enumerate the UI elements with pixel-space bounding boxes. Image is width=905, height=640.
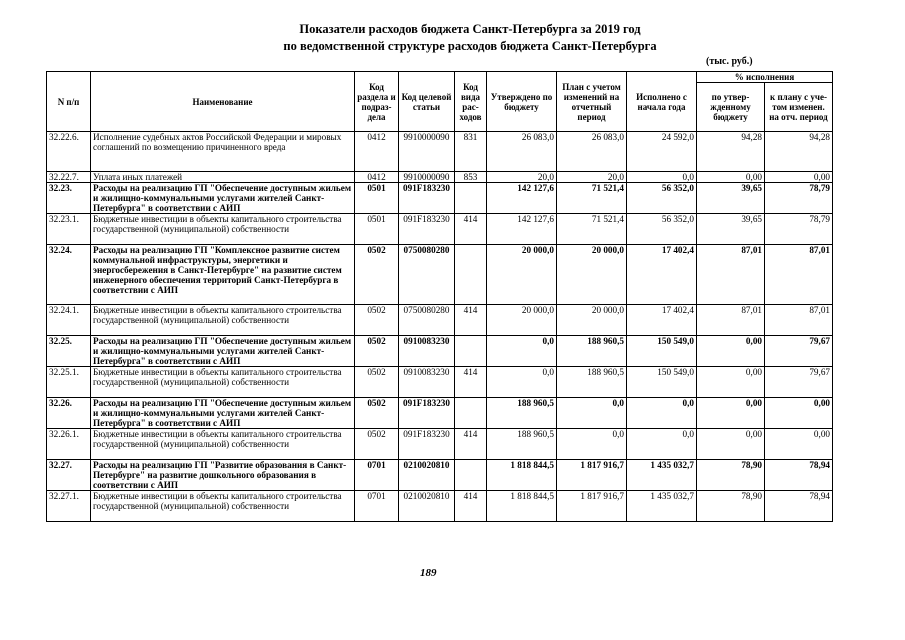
cell-executed: 0,0: [627, 398, 697, 429]
cell-approved: 1 818 844,5: [487, 491, 557, 522]
cell-executed: 0,0: [627, 172, 697, 183]
cell-name: Уплата иных платежей: [91, 172, 355, 183]
cell-expense-type-code: 853: [455, 172, 487, 183]
cell-approved: 20,0: [487, 172, 557, 183]
cell-executed: 24 592,0: [627, 132, 697, 172]
cell-executed: 1 435 032,7: [627, 491, 697, 522]
cell-executed: 56 352,0: [627, 214, 697, 245]
cell-target-code: 0210020810: [399, 491, 455, 522]
cell-section-code: 0412: [355, 172, 399, 183]
header-section-code: Код раздела и подраз-дела: [355, 72, 399, 132]
cell-expense-type-code: [455, 398, 487, 429]
cell-num: 32.26.: [47, 398, 91, 429]
cell-name: Бюджетные инвестиции в объекты капитального строительства государственной (муниципальной) собственности: [91, 214, 355, 245]
cell-percent-budget: 0,00: [697, 172, 765, 183]
cell-target-code: 0750080280: [399, 245, 455, 305]
cell-name: Бюджетные инвестиции в объекты капитального строительства государственной (муниципальной) собственности: [91, 429, 355, 460]
cell-approved: 26 083,0: [487, 132, 557, 172]
table-row: [47, 460, 833, 491]
cell-percent-budget: 0,00: [697, 367, 765, 398]
cell-approved: 20 000,0: [487, 245, 557, 305]
cell-num: 32.27.1.: [47, 491, 91, 522]
cell-num: 32.23.: [47, 183, 91, 214]
cell-approved: 188 960,5: [487, 429, 557, 460]
cell-approved: 142 127,6: [487, 183, 557, 214]
document-title-line-2: по ведомственной структуре расходов бюджета Санкт-Петербурга: [283, 39, 657, 53]
cell-percent-budget: 0,00: [697, 398, 765, 429]
cell-name: Исполнение судебных актов Российской Федерации и мировых соглашений по возмещению причиненного вреда: [91, 132, 355, 172]
table-row: [47, 398, 833, 429]
cell-percent-budget: 94,28: [697, 132, 765, 172]
cell-approved: 142 127,6: [487, 214, 557, 245]
cell-plan: 71 521,4: [557, 214, 627, 245]
table-row: [47, 172, 833, 183]
cell-expense-type-code: [455, 336, 487, 367]
cell-approved: 20 000,0: [487, 305, 557, 336]
cell-name: Бюджетные инвестиции в объекты капитального строительства государственной (муниципальной) собственности: [91, 367, 355, 398]
cell-section-code: 0502: [355, 305, 399, 336]
cell-percent-plan: 0,00: [765, 429, 833, 460]
cell-executed: 0,0: [627, 429, 697, 460]
cell-executed: 150 549,0: [627, 336, 697, 367]
header-percent-group: % исполнения: [697, 72, 833, 83]
cell-section-code: 0502: [355, 398, 399, 429]
cell-percent-plan: 78,94: [765, 491, 833, 522]
cell-percent-plan: 79,67: [765, 336, 833, 367]
cell-name: Расходы на реализацию ГП "Обеспечение доступным жильем и жилищно-коммунальными услугами жителей Санкт-Петербурга" в соответствии с АИП: [91, 336, 355, 367]
header-expense-type-code: Код вида рас-ходов: [455, 72, 487, 132]
cell-num: 32.26.1.: [47, 429, 91, 460]
cell-expense-type-code: [455, 183, 487, 214]
header-percent-budget: по утвер-жденному бюджету: [697, 83, 765, 132]
cell-name: Бюджетные инвестиции в объекты капитального строительства государственной (муниципальной) собственности: [91, 305, 355, 336]
cell-target-code: 9910000090: [399, 172, 455, 183]
document-title-line-1: Показатели расходов бюджета Санкт-Петербурга за 2019 год: [299, 22, 641, 36]
cell-target-code: 091F183230: [399, 214, 455, 245]
cell-target-code: 0910083230: [399, 336, 455, 367]
cell-plan: 20 000,0: [557, 245, 627, 305]
cell-plan: 20,0: [557, 172, 627, 183]
cell-approved: 0,0: [487, 336, 557, 367]
cell-name: Расходы на реализацию ГП "Обеспечение доступным жильем и жилищно-коммунальными услугами жителей Санкт-Петербурга" в соответствии с АИП: [91, 398, 355, 429]
cell-section-code: 0502: [355, 367, 399, 398]
table-row: [47, 245, 833, 305]
cell-num: 32.23.1.: [47, 214, 91, 245]
header-percent-plan: к плану с уче-том изменен. на отч. период: [765, 83, 833, 132]
cell-name: Расходы на реализацию ГП "Обеспечение доступным жильем и жилищно-коммунальными услугами жителей Санкт-Петербурга" в соответствии с АИП: [91, 183, 355, 214]
cell-name: Бюджетные инвестиции в объекты капитального строительства государственной (муниципальной) собственности: [91, 491, 355, 522]
cell-percent-plan: 94,28: [765, 132, 833, 172]
units-label: (тыс. руб.): [706, 56, 753, 67]
cell-percent-plan: 79,67: [765, 367, 833, 398]
budget-table: [46, 71, 833, 522]
table-body: [47, 132, 833, 522]
cell-section-code: 0501: [355, 214, 399, 245]
cell-target-code: 0210020810: [399, 460, 455, 491]
cell-percent-plan: 78,79: [765, 183, 833, 214]
cell-percent-plan: 78,79: [765, 214, 833, 245]
table-row: [47, 367, 833, 398]
cell-expense-type-code: 414: [455, 491, 487, 522]
header-num: N п/п: [47, 72, 91, 132]
cell-plan: 26 083,0: [557, 132, 627, 172]
cell-plan: 71 521,4: [557, 183, 627, 214]
cell-plan: 0,0: [557, 398, 627, 429]
cell-target-code: 091F183230: [399, 183, 455, 214]
table-row: [47, 491, 833, 522]
header-plan: План с учетом изменений на отчетный период: [557, 72, 627, 132]
cell-num: 32.25.: [47, 336, 91, 367]
cell-executed: 56 352,0: [627, 183, 697, 214]
header-target-code: Код целевой статьи: [399, 72, 455, 132]
cell-section-code: 0501: [355, 183, 399, 214]
cell-num: 32.27.: [47, 460, 91, 491]
cell-plan: 20 000,0: [557, 305, 627, 336]
cell-percent-budget: 78,90: [697, 491, 765, 522]
cell-percent-plan: 0,00: [765, 172, 833, 183]
cell-plan: 0,0: [557, 429, 627, 460]
cell-section-code: 0502: [355, 245, 399, 305]
cell-expense-type-code: 414: [455, 429, 487, 460]
header-approved: Утверждено по бюджету: [487, 72, 557, 132]
cell-num: 32.24.1.: [47, 305, 91, 336]
cell-percent-budget: 78,90: [697, 460, 765, 491]
table-row: [47, 183, 833, 214]
cell-num: 32.22.6.: [47, 132, 91, 172]
cell-executed: 17 402,4: [627, 245, 697, 305]
cell-percent-budget: 87,01: [697, 305, 765, 336]
cell-num: 32.24.: [47, 245, 91, 305]
cell-target-code: 091F183230: [399, 398, 455, 429]
cell-approved: 1 818 844,5: [487, 460, 557, 491]
cell-percent-budget: 39,65: [697, 183, 765, 214]
cell-approved: 0,0: [487, 367, 557, 398]
cell-plan: 1 817 916,7: [557, 460, 627, 491]
cell-section-code: 0701: [355, 491, 399, 522]
table-row: [47, 132, 833, 172]
table-row: [47, 429, 833, 460]
cell-percent-plan: 78,94: [765, 460, 833, 491]
cell-num: 32.22.7.: [47, 172, 91, 183]
cell-expense-type-code: [455, 245, 487, 305]
cell-section-code: 0701: [355, 460, 399, 491]
page-number: 189: [420, 567, 437, 579]
cell-expense-type-code: [455, 460, 487, 491]
cell-plan: 188 960,5: [557, 367, 627, 398]
cell-percent-plan: 0,00: [765, 398, 833, 429]
table-header: [47, 72, 833, 132]
table-row: [47, 305, 833, 336]
cell-executed: 150 549,0: [627, 367, 697, 398]
cell-percent-budget: 0,00: [697, 429, 765, 460]
cell-executed: 17 402,4: [627, 305, 697, 336]
cell-num: 32.25.1.: [47, 367, 91, 398]
cell-percent-plan: 87,01: [765, 245, 833, 305]
cell-target-code: 9910000090: [399, 132, 455, 172]
cell-plan: 1 817 916,7: [557, 491, 627, 522]
table-row: [47, 336, 833, 367]
cell-section-code: 0502: [355, 336, 399, 367]
cell-percent-budget: 87,01: [697, 245, 765, 305]
cell-percent-budget: 0,00: [697, 336, 765, 367]
cell-plan: 188 960,5: [557, 336, 627, 367]
cell-approved: 188 960,5: [487, 398, 557, 429]
header-name: Наименование: [91, 72, 355, 132]
cell-percent-plan: 87,01: [765, 305, 833, 336]
cell-section-code: 0412: [355, 132, 399, 172]
cell-target-code: 0750080280: [399, 305, 455, 336]
cell-target-code: 0910083230: [399, 367, 455, 398]
cell-percent-budget: 39,65: [697, 214, 765, 245]
cell-executed: 1 435 032,7: [627, 460, 697, 491]
cell-name: Расходы на реализацию ГП "Комплексное развитие систем коммунальной инфраструктуры, энергетики и энергосбережения в Санкт-Петербурге" на развитие систем инженерного обеспечения территорий Санкт-Петербурга в соответствии с АИП: [91, 245, 355, 305]
cell-target-code: 091F183230: [399, 429, 455, 460]
cell-expense-type-code: 414: [455, 214, 487, 245]
header-executed: Исполнено с начала года: [627, 72, 697, 132]
cell-expense-type-code: 414: [455, 367, 487, 398]
cell-expense-type-code: 414: [455, 305, 487, 336]
cell-section-code: 0502: [355, 429, 399, 460]
cell-expense-type-code: 831: [455, 132, 487, 172]
cell-name: Расходы на реализацию ГП "Развитие образования в Санкт-Петербурге" на развитие дошкольного образования в соответствии с АИП: [91, 460, 355, 491]
table-row: [47, 214, 833, 245]
